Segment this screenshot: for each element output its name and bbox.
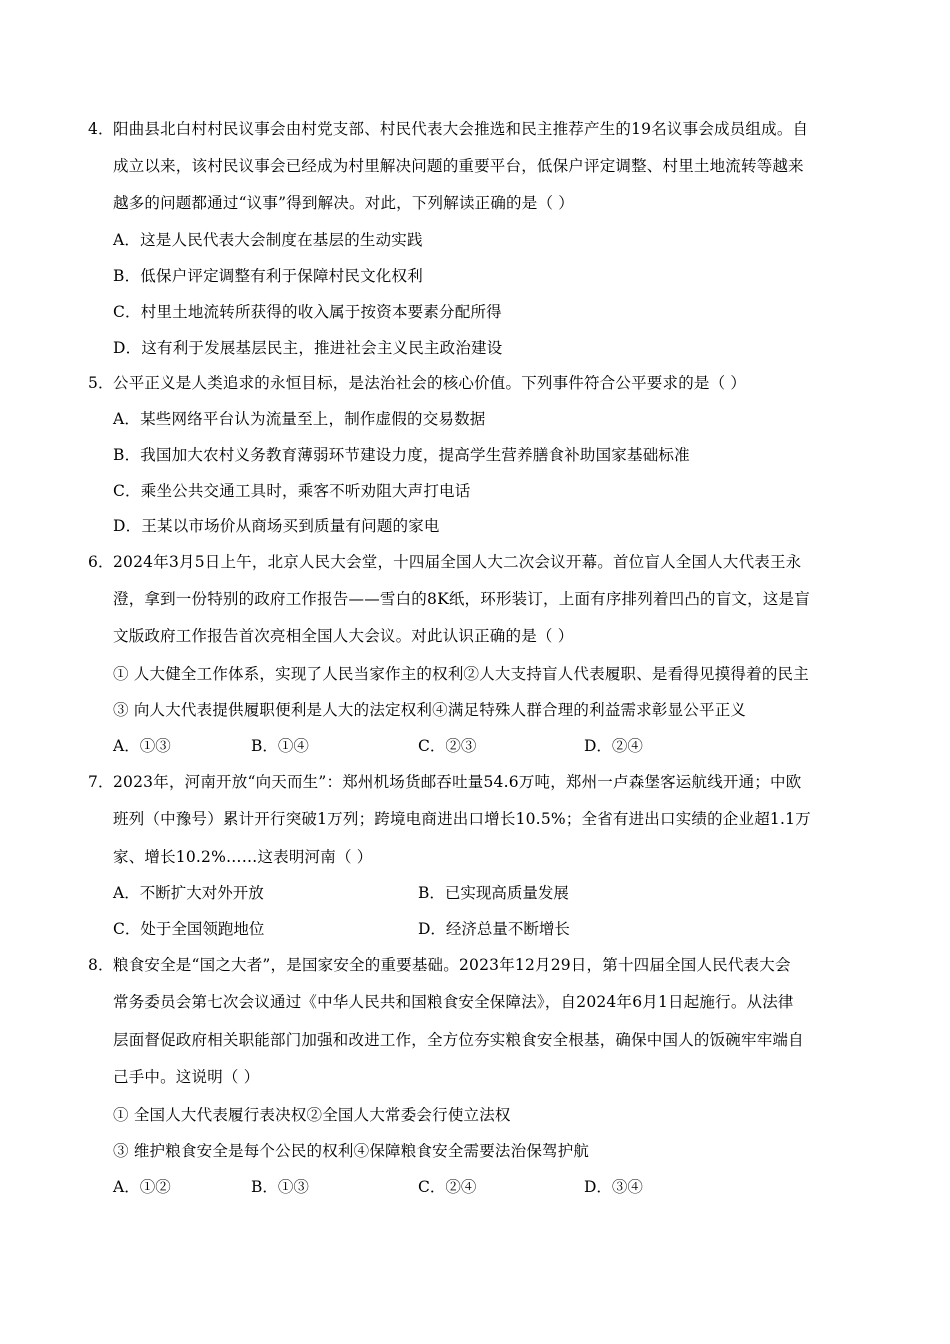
question-4-line-3: 越多的问题都通过“议事”得到解决。对此，下列解读正确的是（ ） [113, 194, 574, 212]
question-7-line-3: 家、增长10.2%……这表明河南（ ） [113, 848, 373, 866]
question-6-choice-b: B．①④ [251, 737, 309, 755]
question-8-choice-d: D．③④ [584, 1178, 643, 1196]
question-6-choice-a: A．①③ [113, 737, 171, 755]
question-4-line-2: 成立以来，该村民议事会已经成为村里解决问题的重要平台，低保户评定调整、村里土地流转等越来 [113, 157, 804, 175]
question-7-option-d: D．经济总量不断增长 [418, 920, 570, 938]
question-8-line-2: 常务委员会第七次会议通过《中华人民共和国粮食安全保障法》，自2024年6月1日起施行。从法律 [113, 993, 794, 1011]
question-number: 8． [88, 956, 114, 974]
question-7-option-b: B．已实现高质量发展 [418, 884, 569, 902]
question-6-choice-c: C．②③ [418, 737, 477, 755]
question-number: 6． [88, 553, 114, 571]
question-6-statement-2: ③ 向人大代表提供履职便利是人大的法定权利④满足特殊人群合理的利益需求彰显公平正义 [113, 701, 747, 719]
question-number: 7． [88, 773, 114, 791]
question-6-line-3: 文版政府工作报告首次亮相全国人大会议。对此认识正确的是（ ） [113, 627, 574, 645]
question-4-option-d: D．这有利于发展基层民主，推进社会主义民主政治建设 [113, 339, 503, 357]
question-8-choice-a: A．①② [113, 1178, 171, 1196]
question-6-line-2: 澄，拿到一份特别的政府工作报告——雪白的8K纸，环形装订，上面有序排列着凹凸的盲文，这是盲 [113, 590, 810, 608]
question-8-choice-b: B．①③ [251, 1178, 309, 1196]
question-number: 4． [88, 120, 114, 138]
question-4-option-a: A．这是人民代表大会制度在基层的生动实践 [113, 231, 423, 249]
question-6-statement-1: ① 人大健全工作体系，实现了人民当家作主的权利②人大支持盲人代表履职、是看得见摸得着的民主 [113, 665, 809, 683]
question-5-option-b: B．我国加大农村义务教育薄弱环节建设力度，提高学生营养膳食补助国家基础标准 [113, 446, 690, 464]
question-5-option-c: C．乘坐公共交通工具时，乘客不听劝阻大声打电话 [113, 482, 471, 500]
question-6-line-1: 6．2024年3月5日上午，北京人民大会堂，十四届全国人大二次会议开幕。首位盲人全国人大代表王永 [88, 553, 802, 571]
question-8-line-1: 8．粮食安全是“国之大者”，是国家安全的重要基础。2023年12月29日，第十四届全国人民代表大会 [88, 956, 791, 974]
question-5-option-a: A．某些网络平台认为流量至上，制作虚假的交易数据 [113, 410, 486, 428]
question-5-option-d: D．王某以市场价从商场买到质量有问题的家电 [113, 517, 440, 535]
question-4-option-b: B．低保户评定调整有利于保障村民文化权利 [113, 267, 423, 285]
question-8-line-4: 己手中。这说明（ ） [113, 1068, 260, 1086]
question-4-line-1: 4．阳曲县北白村村民议事会由村党支部、村民代表大会推选和民主推荐产生的19名议事会成员组成。自 [88, 120, 809, 138]
question-number: 5． [88, 374, 114, 392]
question-7-option-c: C．处于全国领跑地位 [113, 920, 265, 938]
question-8-statement-1: ① 全国人大代表履行表决权②全国人大常委会行使立法权 [113, 1106, 511, 1124]
question-6-choice-d: D．②④ [584, 737, 643, 755]
question-8-choice-c: C．②④ [418, 1178, 477, 1196]
question-7-option-a: A．不断扩大对外开放 [113, 884, 264, 902]
question-8-line-3: 层面督促政府相关职能部门加强和改进工作，全方位夯实粮食安全根基，确保中国人的饭碗牢牢端自 [113, 1031, 804, 1049]
question-7-line-2: 班列（中豫号）累计开行突破1万列；跨境电商进出口增长10.5%；全省有进出口实绩的企业超1.1万 [113, 810, 811, 828]
question-7-line-1: 7．2023年，河南开放“向天而生”：郑州机场货邮吞吐量54.6万吨，郑州一卢森堡客运航线开通；中欧 [88, 773, 802, 791]
question-5-line-1: 5．公平正义是人类追求的永恒目标，是法治社会的核心价值。下列事件符合公平要求的是（ ） [88, 374, 747, 392]
question-4-option-c: C．村里土地流转所获得的收入属于按资本要素分配所得 [113, 303, 502, 321]
question-8-statement-2: ③ 维护粮食安全是每个公民的权利④保障粮食安全需要法治保驾护航 [113, 1142, 590, 1160]
